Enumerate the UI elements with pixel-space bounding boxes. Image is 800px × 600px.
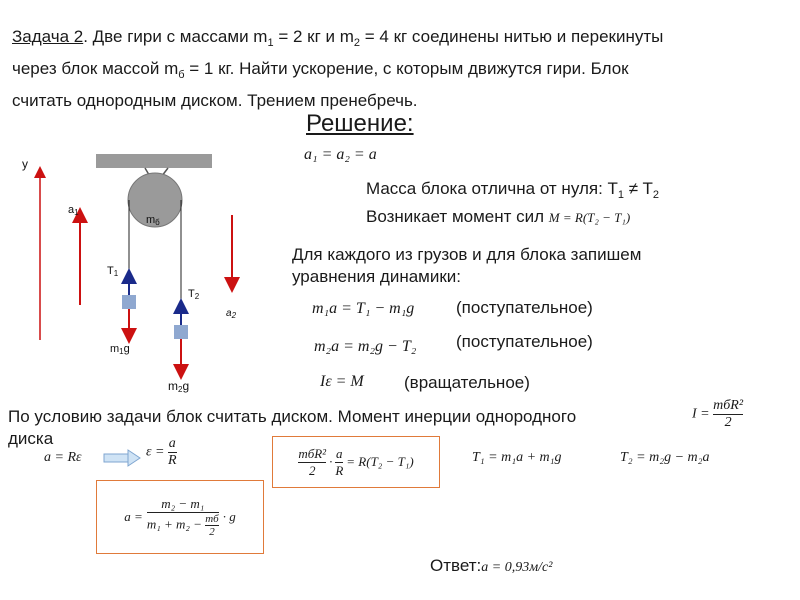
torque-equation-box: $\frac{\text{mбR²}}{2}$ · $\frac{a}{R}$ = R(T₂ − T₁) xyxy=(272,436,440,488)
dynamics-intro-line2: уравнения динамики: xyxy=(292,267,462,286)
problem-text-1c: = 4 кг соединены нитью и перекинуты xyxy=(360,27,664,46)
eq1-note: (поступательное) xyxy=(456,298,593,317)
mb-sub: б xyxy=(178,69,185,81)
problem-text-1b: = 2 кг и m xyxy=(273,27,354,46)
m2g-label: m2g xyxy=(168,379,190,394)
a2-label: $a_2$ xyxy=(226,308,237,320)
final-formula-box: a = m₂ − m₁ m₁ + m₂ − $\frac{mб}{2}$ · g xyxy=(96,480,264,554)
answer xyxy=(430,556,552,576)
disk-note-line2: диска xyxy=(8,429,54,448)
a1-label: a1 xyxy=(68,204,79,217)
problem-text-1a: . Две гири с массами m xyxy=(83,27,268,46)
problem-text-2b: = 1 кг. Найти ускорение, с которым движутся гири. Блок xyxy=(184,59,629,78)
eq1-formula: m₁a = T₁ − m₁g xyxy=(312,300,415,317)
t2-expression: T₂ = m₂g − m₂a xyxy=(620,450,710,465)
t2-label: T2 xyxy=(188,288,200,301)
inertia-formula: I = $\frac{\text{mбR²}}{2}$ xyxy=(692,398,744,430)
m1-sub: 1 xyxy=(267,37,274,49)
moment-formula: M = R(T₂ − T₁) xyxy=(548,210,631,225)
solution-heading: Решение: xyxy=(306,110,414,137)
problem-statement xyxy=(12,24,792,113)
t1-label: T1 xyxy=(107,265,119,278)
eq2-formula: m₂a = m₂g − T₂ xyxy=(314,338,417,355)
problem-label: Задача 2 xyxy=(12,27,84,46)
disk-note-line1: По условию задачи блок считать диском. Момент инерции однородного xyxy=(8,407,577,426)
problem-text-2a: через блок массой m xyxy=(12,59,179,78)
pulley-label: mб xyxy=(146,214,160,227)
t1-expression: T₁ = m₁a + m₁g xyxy=(472,450,562,465)
m1g-label: m1g xyxy=(110,343,130,356)
weight-2 xyxy=(174,325,188,339)
weight-1 xyxy=(122,295,136,309)
mass-note-line1: Масса блока отлична от нуля: $T_1 \ne T_2$ xyxy=(366,179,660,201)
eq3-note: (вращательное) xyxy=(404,373,530,392)
dynamics-intro xyxy=(292,244,641,288)
answer-value: a = 0,93м/с² xyxy=(481,560,553,575)
arrow-right-icon xyxy=(102,448,142,468)
mass-note-line2: Возникает момент сил M = R(T₂ − T₁) xyxy=(366,207,631,226)
eq2-note: (поступательное) xyxy=(456,332,593,351)
ceiling xyxy=(96,154,212,168)
pulley-diagram xyxy=(0,140,280,400)
mass-note xyxy=(366,178,659,229)
epsilon-formula: ε = $\frac{a}{R}$ xyxy=(146,436,177,468)
dynamics-intro-line1: Для каждого из грузов и для блока запишем xyxy=(292,245,642,264)
y-label: y xyxy=(22,157,28,171)
answer-label: Ответ: xyxy=(430,556,482,575)
a-r-relation: a = Rε xyxy=(44,450,82,465)
eq3-formula: Iε = M xyxy=(320,373,364,390)
problem-text-3: считать однородным диском. Трением пренебречь. xyxy=(12,91,418,110)
accel-equation: a₁ = a₂ = a xyxy=(304,146,377,163)
m2-sub: 2 xyxy=(353,37,361,49)
